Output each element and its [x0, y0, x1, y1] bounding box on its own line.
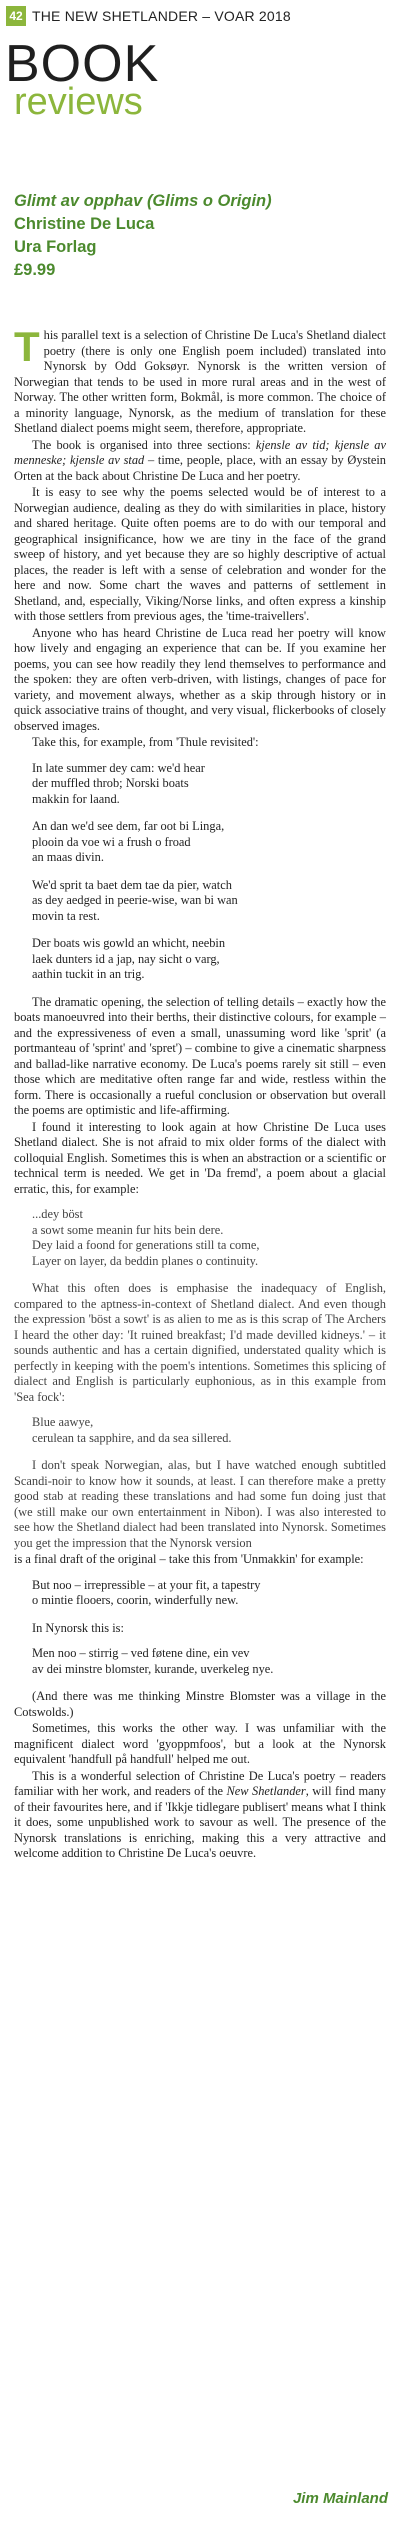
stanza: Men noo – stirrig – ved føtene dine, ein vev av dei minstre blomster, kurande, uverkeleg nye.: [32, 1646, 274, 1676]
paragraph-7: I found it interesting to look again at how Christine De Luca uses Shetland dialect. She is not afraid to mix older forms of the dialect with colloquial English. Sometimes this is when an abstraction or a scientific or technical term is needed. We get in 'Da fremd', a poem about a glacial erratic, this, for example:: [14, 1119, 386, 1196]
running-title: THE NEW SHETLANDER – VOAR 2018: [32, 8, 291, 24]
reviewer-byline: Jim Mainland: [292, 2490, 388, 2507]
page-number: 42: [6, 6, 26, 26]
review-body: [14, 323, 386, 1863]
paragraph-2: The book is organised into three sections: kjensle av tid; kjensle av menneske; kjensle av stad – time, people, place, with an essay by Øystein Orten at the back about Christine De Luca and her poetry.: [14, 437, 386, 483]
poem-unmakkin: [32, 1578, 386, 1609]
section-heading-reviews: reviews: [14, 81, 143, 123]
book-price: £9.99: [14, 261, 56, 279]
paragraph-3: It is easy to see why the poems selected would be of interest to a Norwegian audience, dealing as they do with similarities in place, history and shared heritage. Quite often poems are to do with our temporal and geographical insignificance, how we are tiny in the face of the grand sweep of history, and yet because they are so highly descriptive of actual places, the reader is left with a sense of celebration and wonder for the here and now. Some chart the waves and patterns of settlement in Shetland, and, especially, Viking/Norse links, and often express a kinship with those settlers from previous ages, the 'time-traivellers'.: [14, 485, 386, 623]
stanza: Blue aawye, cerulean ta sapphire, and da sea sillered.: [32, 1415, 232, 1445]
stanza: In late summer dey cam: we'd hear der muffled throb; Norski boats makkin for laand.: [32, 760, 205, 806]
paragraph-6: The dramatic opening, the selection of telling details – exactly how the boats manoeuvred into their berths, their distinctive colours, for example – and the expressiveness of even a small, unassuming word like 'sprit' (a portmanteau of 'sprint' and 'spret') – combine to give a cinematic sharpness and ballad-like narrative economy. De Luca's poems rarely sit still – even those which are meditative often range far and wide, restless within the form. There is occasionally a rueful conclusion or observation but overall the poems are optimistic and life-affirming.: [14, 994, 386, 1117]
book-author: Christine De Luca: [14, 215, 155, 233]
paragraph-4: Anyone who has heard Christine de Luca read her poetry will know how lively and engaging an experience that can be. If you examine her poems, you can see how readily they lend themselves to performance and the spoken: they are often verb-driven, with listings, changes of pace for variety, and movement always, whether as a skip through history or in quick associative trains of thought, and very visual, flickerbooks of closely observed images.: [14, 625, 386, 733]
poem-unmakkin-nynorsk: [32, 1646, 386, 1677]
book-details: [14, 190, 394, 282]
paragraph-5: Take this, for example, from 'Thule revisited':: [32, 735, 259, 749]
stanza: But noo – irrepressible – at your fit, a tapestry o mintie flooers, coorin, winderfully new.: [32, 1577, 261, 1607]
book-title: Glimt av opphav (Glims o Origin): [14, 192, 272, 210]
stanza: Der boats wis gowld an whicht, neebin laek dunters id a jap, nay sicht o varg, aathin tuckit in an trig.: [32, 936, 226, 981]
section-heading-book: BOOK: [5, 35, 160, 93]
stanza: An dan we'd see dem, far oot bi Linga, plooin da voe wi a frush o froad an maas divin.: [32, 819, 225, 864]
paragraph-14: This is a wonderful selection of Christine De Luca's poetry – readers familiar with her work, and readers of the New Shetlander, will find many of their favourites here, and if 'Ikkje tidlegare publisert' means what I think it does, some unpublished work to savour as well. The presence of the Nynorsk translations is enriching, making this a very attractive and welcome addition to Christine De Luca's oeuvre.: [14, 1768, 386, 1860]
paragraph-8: What this often does is emphasise the inadequacy of English, compared to the aptness-in-context of Shetland dialect. And even though the expression 'böst a sowt' is as alien to me as is this scrap of The Archers I heard the other day: 'It ruined breakfast; I'd made devilled kidneys.' – it sounds authentic and has a certain dignified, understated quality which is perfectly in keeping with the poem's intentions. Sometimes this splicing of dialect and English is particularly euphonious, as in this example from 'Sea fock':: [14, 1281, 386, 1404]
paragraph-13: Sometimes, this works the other way. I was unfamiliar with the magnificent dialect word 'gyoppmfoos', but a look at the Nynorsk equivalent 'handfull på handfull' helped me out.: [14, 1721, 386, 1766]
masthead: [0, 0, 400, 30]
paragraph-12: (And there was me thinking Minstre Blomster was a village in the Cotswolds.): [14, 1689, 386, 1719]
paragraph-10: is a final draft of the original – take this from 'Unmakkin' for example:: [14, 1552, 364, 1566]
drop-cap: T: [14, 323, 40, 370]
paragraph-9: I don't speak Norwegian, alas, but I have watched enough subtitled Scandi-noir to know how it sounds, at least. I can therefore make a pretty good stab at reading these translations and had some fun doing just that (we still make our own entertainment in Nibon). I was also interested to see how the Shetland dialect had been translated into Nynorsk. Sometimes you get the impression that the Nynorsk version: [14, 1458, 386, 1550]
stanza: We'd sprit ta baet dem tae da pier, watch as dey aedged in peerie-wise, wan bi wan movin ta rest.: [32, 877, 238, 923]
paragraph-1: This parallel text is a selection of Christine De Luca's Shetland dialect poetry (there is only one English poem included) translated into Nynorsk by Odd Goksøyr. Nynorsk is the written version of Norwegian that tends to be used in more rural areas and in the west of Norway. The other written form, Bokmål, is more common. The choice of a minority language, Nynorsk, as the medium of translation for these Shetland dialect poems might seem, therefore, appropriate.: [14, 323, 386, 435]
book-publisher: Ura Forlag: [14, 238, 97, 256]
poem-thule-revisited: [32, 761, 386, 983]
stanza: ...dey böst a sowt some meanin fur hits bein dere. Dey laid a foond for generations still ta come, Layer on layer, da beddin planes o continuity.: [32, 1207, 260, 1268]
paragraph-11: In Nynorsk this is:: [32, 1620, 124, 1635]
poem-sea-fock: [32, 1415, 386, 1446]
poem-da-fremd: [32, 1207, 386, 1269]
